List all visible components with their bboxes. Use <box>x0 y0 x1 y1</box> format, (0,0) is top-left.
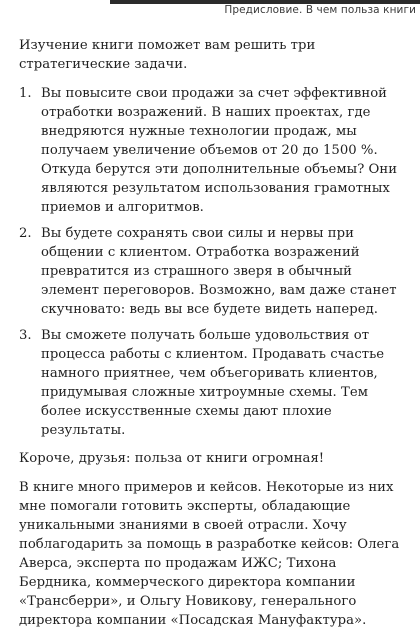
list-item-number: 1. <box>19 86 32 101</box>
list-item <box>19 326 404 440</box>
list-item-text: Вы повысите свои продажи за счет эффективной отработки возражений. В наших проектах, где внедряются нужные технологии продаж, мы получаем увеличение объемов от 20 до 1500 %. Откуда берутся эти дополнительные объемы? Они являются результатом использования грамотных приемов и алгоритмов. <box>41 86 398 215</box>
goals-list <box>19 84 404 440</box>
list-item-text: Вы сможете получать больше удовольствия от процесса работы с клиентом. Продавать счастье намного приятнее, чем объегоривать клиентов, придумывая сложные хитроумные схемы. Тем более искусственные схемы дают плохие результаты. <box>41 328 385 438</box>
running-title: Предисловие. В чем польза книги <box>224 4 416 16</box>
list-item <box>19 224 404 319</box>
list-item-number: 2. <box>19 226 32 241</box>
list-item-text: Вы будете сохранять свои силы и нервы при общении с клиентом. Отработка возражений превратится из страшного зверя в обычный элемент переговоров. Возможно, вам даже станет скучновато: ведь вы все будете видеть наперед. <box>41 226 397 317</box>
running-header <box>0 0 420 22</box>
header-rule <box>110 0 420 4</box>
page-body <box>19 30 404 630</box>
summary-paragraph: Короче, друзья: польза от книги огромная! <box>19 451 325 466</box>
list-item <box>19 84 404 217</box>
thanks-paragraph: В книге много примеров и кейсов. Некоторые из них мне помогали готовить эксперты, обладающие уникальными знаниями в своей отрасли. Хочу поблагодарить за помощь в разработке кейсов: Олега Аверса, эксперта по продажам ИЖС; Тихона Бердника, коммерческого директора компании «Трансберри», и Ольгу Новикову, генерального директора компании «Посадская Мануфактура». <box>19 480 400 628</box>
intro-paragraph: Изучение книги поможет вам решить три стратегические задачи. <box>19 38 316 72</box>
list-item-number: 3. <box>19 328 32 343</box>
